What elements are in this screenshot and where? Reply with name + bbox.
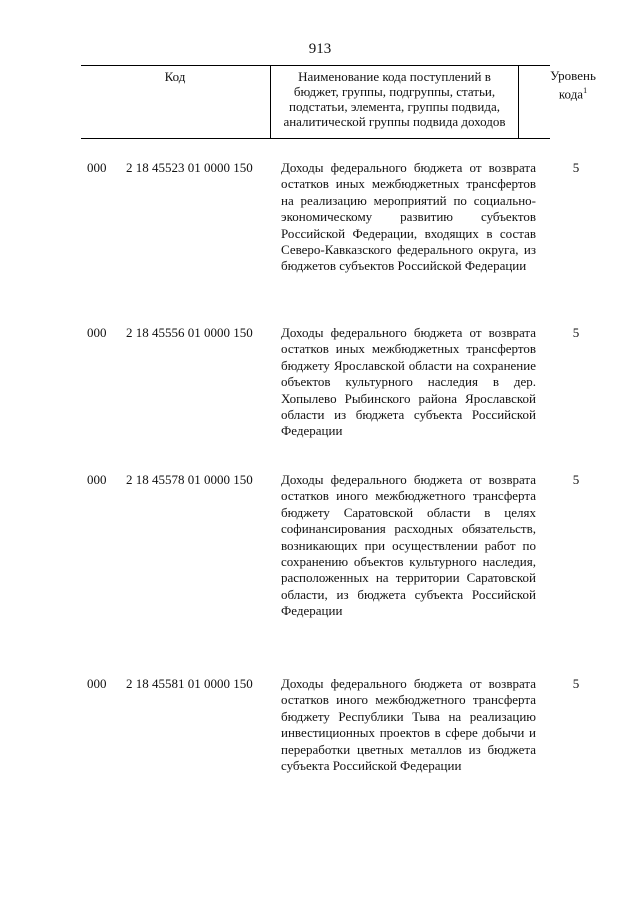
header-code: Код <box>164 69 186 84</box>
row-code: 2 18 45581 01 0000 150 <box>126 676 253 691</box>
header-level-footnote: 1 <box>583 86 588 95</box>
header-level <box>538 68 608 101</box>
row-level: 5 <box>572 325 580 340</box>
row-code: 2 18 45556 01 0000 150 <box>126 325 253 340</box>
row-prefix: 000 <box>87 325 107 340</box>
row-name: Доходы федерального бюджета от возврата остатков иных межбюджетных трансфертов на реализацию мероприятий по социально-экономическому развитию субъектов Российской Федерации, входящих в состав Северо-Кавказского федерального округа, из бюджетов субъектов Российской Федерации <box>281 160 536 274</box>
row-level: 5 <box>572 676 580 691</box>
page-number: 913 <box>308 41 332 57</box>
row-name: Доходы федерального бюджета от возврата остатков иного межбюджетного трансферта бюджету Республики Тыва на реализацию инвестиционных проектов в сфере добычи и переработки цветных металлов из бюджета субъекта Российской Федерации <box>281 676 536 774</box>
header-name: Наименование кода поступлений в бюджет, группы, подгруппы, статьи, подстатьи, элемента, группы подвида, аналитической группы подвида доходов <box>270 66 519 138</box>
header-level-label: Уровень кода <box>550 68 596 102</box>
table-header <box>81 65 550 139</box>
row-prefix: 000 <box>87 160 107 175</box>
row-prefix: 000 <box>87 472 107 487</box>
row-name: Доходы федерального бюджета от возврата остатков иного межбюджетного трансферта бюджету Саратовской области в целях софинансирования расходных обязательств, возникающих при осуществлении работ по сохранению объектов культурного наследия, расположенных на территории Саратовской области, из бюджета субъекта Российской Федерации <box>281 472 536 619</box>
row-name: Доходы федерального бюджета от возврата остатков иных межбюджетных трансфертов бюджету Ярославской области на сохранение объектов культурного наследия в дер. Хопылево Рыбинского района Ярославской области из бюджета субъекта Российской Федерации <box>281 325 536 439</box>
row-code: 2 18 45523 01 0000 150 <box>126 160 253 175</box>
row-level: 5 <box>572 160 580 175</box>
row-code: 2 18 45578 01 0000 150 <box>126 472 253 487</box>
row-level: 5 <box>572 472 580 487</box>
row-prefix: 000 <box>87 676 107 691</box>
